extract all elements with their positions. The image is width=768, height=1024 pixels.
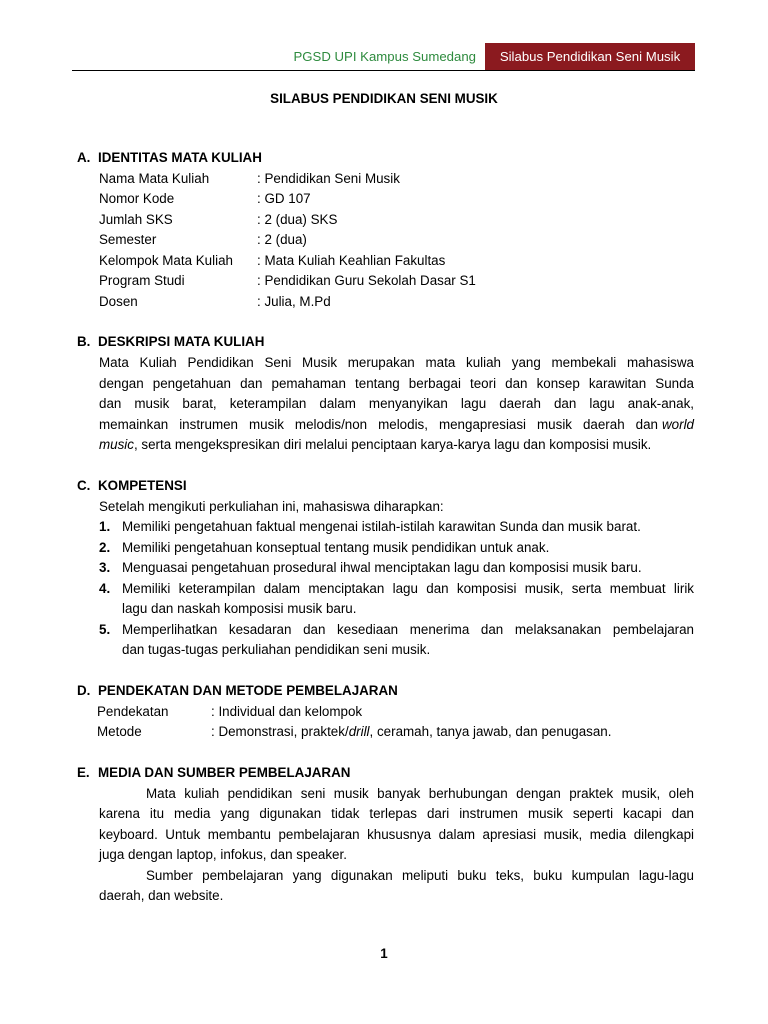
- description-line: dan musik barat, keterampilan dalam menyanyikan lagu daerah dan lagu anak-anak,: [99, 396, 694, 411]
- page-number: 1: [380, 946, 388, 961]
- media-paragraph-line: karena itu media yang digunakan tidak terlepas dari instrumen musik seperti kacapi dan: [99, 806, 694, 821]
- media-paragraph-line: juga dengan laptop, infokus, dan speaker.: [99, 847, 347, 862]
- section-a-heading: A. IDENTITAS MATA KULIAH: [77, 150, 262, 165]
- identity-row: Jumlah SKS : 2 (dua) SKS: [99, 212, 338, 227]
- identity-row: Kelompok Mata Kuliah : Mata Kuliah Keahlian Fakultas: [99, 253, 446, 268]
- description-line: dengan pengetahuan dan pemahaman tentang berbagai teori dan konsep karawitan Sunda: [99, 376, 694, 391]
- approach-row: Pendekatan : Individual dan kelompok: [97, 704, 363, 719]
- section-e-heading: E. MEDIA DAN SUMBER PEMBELAJARAN: [77, 765, 351, 780]
- method-row: Metode : Demonstrasi, praktek/drill, ceramah, tanya jawab, dan penugasan.: [97, 724, 612, 739]
- description-line: memainkan instrumen musik melodis/non melodis, mengapresiasi musik daerah dan world: [99, 417, 694, 432]
- source-paragraph-line: daerah, dan website.: [99, 888, 224, 903]
- section-c-heading: C. KOMPETENSI: [77, 478, 187, 493]
- identity-row: Nomor Kode : GD 107: [99, 191, 311, 206]
- description-line: music, serta mengekspresikan diri melalui penciptaan karya-karya lagu dan komposisi musik.: [99, 437, 652, 452]
- media-paragraph-line: keyboard. Untuk membantu pembelajaran khususnya dalam apresiasi musik, media dilengkapi: [99, 827, 694, 842]
- description-line: Mata Kuliah Pendidikan Seni Musik merupakan mata kuliah yang membekali mahasiswa: [99, 355, 694, 370]
- source-paragraph-line: Sumber pembelajaran yang digunakan meliputi buku teks, buku kumpulan lagu-lagu: [146, 868, 694, 883]
- identity-row: Dosen : Julia, M.Pd: [99, 294, 331, 309]
- header-institution: PGSD UPI Kampus Sumedang: [293, 49, 476, 64]
- section-d-heading: D. PENDEKATAN DAN METODE PEMBELAJARAN: [77, 683, 398, 698]
- identity-row: Semester : 2 (dua): [99, 232, 307, 247]
- identity-row: Nama Mata Kuliah : Pendidikan Seni Musik: [99, 171, 400, 186]
- list-item-continuation: lagu dan naskah komposisi musik baru.: [122, 601, 357, 616]
- document-title: SILABUS PENDIDIKAN SENI MUSIK: [270, 91, 498, 106]
- page-header: [72, 43, 695, 71]
- competency-intro: Setelah mengikuti perkuliahan ini, mahasiswa diharapkan:: [99, 499, 444, 514]
- list-item-continuation: dan tugas-tugas perkuliahan pendidikan seni musik.: [122, 642, 431, 657]
- document-page: PGSD UPI Kampus Sumedang Silabus Pendidikan Seni Musik SILABUS PENDIDIKAN SENI MUSIK A. IDENTITAS MATA KULIAH Nama Mata Kuliah : Pendidikan Seni Musik Nomor Kode : GD 107 Jumlah SKS : 2 (dua) SKS Semester : 2 (dua) Kelompok Mata Kuliah : Mata Kuliah Keahlian Fakultas Program Studi : Pendidikan Guru Sekolah Dasar S1 Dosen : Julia, M.Pd B. DESKRIPSI MATA KULIAH Mata Kuliah Pendidikan Seni Musik merupakan mata kuliah yang membekali mahasiswa dengan pengetahuan dan pemahaman tentang berbagai teori dan konsep karawitan Sunda dan musik barat, keterampilan dalam menyanyikan lagu daerah dan lagu anak-anak, memainkan instrumen musik melodis/non melodis, mengapresiasi musik daerah dan world music, serta mengekspresikan diri melalui penciptaan karya-karya lagu dan komposisi musik. C. KOMPETENSI Setelah mengikuti perkuliahan ini, mahasiswa diharapkan: 1. Memiliki pengetahuan faktual mengenai istilah-istilah karawitan Sunda dan musik barat. 2. Memiliki pengetahuan konseptual tentang musik pendidikan untuk anak. 3. Menguasai pengetahuan prosedural ihwal menciptakan lagu dan komposisi musik baru. 4. Memiliki keterampilan dalam menciptakan lagu dan komposisi musik, serta membuat lirik lagu dan naskah komposisi musik baru. 5. Memperlihatkan kesadaran dan kesediaan menerima dan melaksanakan pembelajaran dan tugas-tugas perkuliahan pendidikan seni musik. D. PENDEKATAN DAN METODE PEMBELAJARAN Pendekatan : Individual dan kelompok Metode : Demonstrasi, praktek/drill, ceramah, tanya jawab, dan penugasan. E. MEDIA DAN SUMBER PEMBELAJARAN Mata kuliah pendidikan seni musik banyak berhubungan dengan praktek musik, oleh karena itu media yang digunakan tidak terlepas dari instrumen musik seperti kacapi dan keyboard. Untuk membantu pembelajaran khususnya dalam apresiasi musik, media dilengkapi juga dengan laptop, infokus, dan speaker. Sumber pembelajaran yang digunakan meliputi buku teks, buku kumpulan lagu-lagu daerah, dan website. 1: [0, 0, 768, 1024]
- header-doc-title: Silabus Pendidikan Seni Musik: [485, 43, 695, 70]
- media-paragraph-line: Mata kuliah pendidikan seni musik banyak berhubungan dengan praktek musik, oleh: [146, 786, 694, 801]
- section-b-heading: B. DESKRIPSI MATA KULIAH: [77, 334, 265, 349]
- identity-row: Program Studi : Pendidikan Guru Sekolah Dasar S1: [99, 273, 476, 288]
